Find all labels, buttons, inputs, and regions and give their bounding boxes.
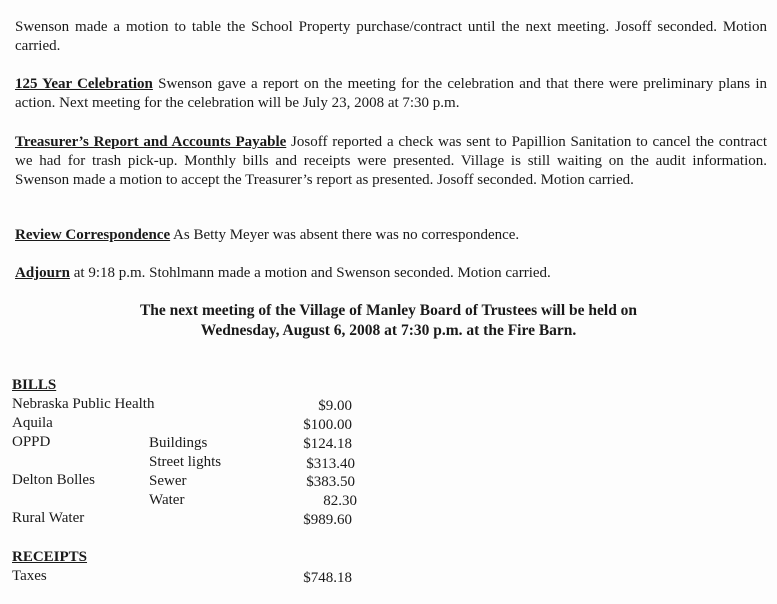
bill-amount: $383.50 xyxy=(306,474,355,490)
receipts-heading: RECEIPTS xyxy=(12,549,88,565)
bill-name: Rural Water xyxy=(12,510,85,526)
motion-paragraph: Swenson made a motion to table the School Property purchase/contract until the next meeting. Josoff seconded. Motion carried. xyxy=(15,19,767,54)
bill-name: OPPD xyxy=(12,434,51,450)
bill-name: Aquila xyxy=(12,415,53,431)
celebration-heading: 125 Year Celebration xyxy=(15,76,153,92)
adjourn-paragraph: Adjourn at 9:18 p.m. Stohlmann made a motion and Swenson seconded. Motion carried. xyxy=(15,265,551,281)
next-meeting-line1: The next meeting of the Village of Manley Board of Trustees will be held on xyxy=(139,302,638,319)
bill-sub: Sewer xyxy=(149,473,187,489)
receipt-name: Taxes xyxy=(12,568,47,584)
treasurer-heading: Treasurer’s Report and Accounts Payable xyxy=(15,134,287,150)
receipt-amount: $748.18 xyxy=(303,570,352,586)
correspondence-paragraph: Review Correspondence As Betty Meyer was absent there was no correspondence. xyxy=(15,227,520,243)
adjourn-heading: Adjourn xyxy=(15,265,71,281)
celebration-paragraph: 125 Year Celebration Swenson gave a report on the meeting for the celebration and that there were preliminary plans in action. Next meeting for the celebration will be July 23, 2008 at 7:30 p.m. xyxy=(15,76,767,111)
bill-amount: $9.00 xyxy=(318,398,352,414)
bill-amount: $989.60 xyxy=(303,512,352,528)
next-meeting-line2: Wednesday, August 6, 2008 at 7:30 p.m. at the Fire Barn. xyxy=(200,322,577,339)
bill-amount: $313.40 xyxy=(306,456,355,472)
bill-amount: 82.30 xyxy=(323,493,357,509)
bill-sub: Buildings xyxy=(149,435,208,451)
correspondence-heading: Review Correspondence xyxy=(15,227,171,243)
bill-name: Nebraska Public Health xyxy=(12,396,155,412)
bill-sub: Street lights xyxy=(149,454,222,470)
bills-heading: BILLS xyxy=(12,377,57,393)
bill-sub: Water xyxy=(149,492,185,508)
bill-amount: $100.00 xyxy=(303,417,352,433)
bill-amount: $124.18 xyxy=(303,436,352,452)
bill-name: Delton Bolles xyxy=(12,472,95,488)
treasurer-paragraph: Treasurer’s Report and Accounts Payable Josoff reported a check was sent to Papillion Sanitation to cancel the contract we had for trash pick-up. Monthly bills and receipts were presented. Village is still waiting on the audit information. Swenson made a motion to accept the Treasurer’s report as presented. Josoff seconded. Motion carried. xyxy=(15,134,768,188)
